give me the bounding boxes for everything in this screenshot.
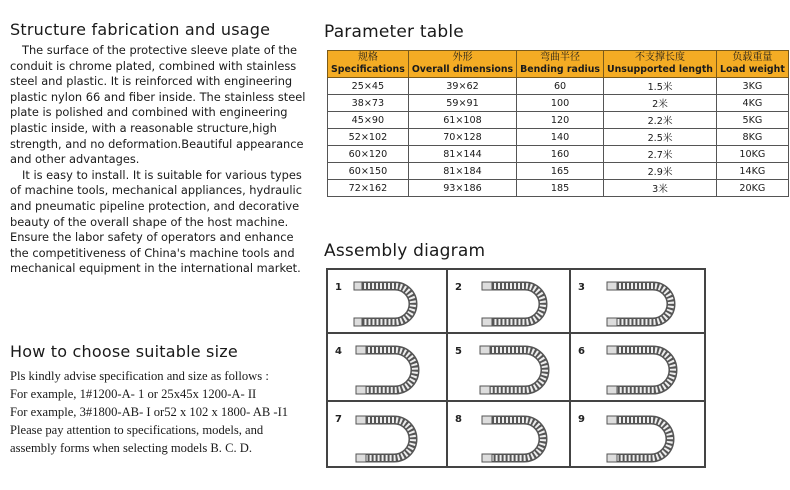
assembly-cell-3 <box>570 269 705 333</box>
table-cell: 100 <box>517 95 604 112</box>
table-cell: 8KG <box>716 129 788 146</box>
drag-chain-u-icon <box>470 406 560 466</box>
table-cell: 70×128 <box>408 129 516 146</box>
table-cell: 60×150 <box>328 163 409 180</box>
table-header-row <box>328 51 789 78</box>
assembly-cell-9 <box>570 401 705 467</box>
drag-chain-u-icon <box>470 338 560 398</box>
assembly-cell-2 <box>447 269 570 333</box>
table-cell: 165 <box>517 163 604 180</box>
structure-text <box>10 43 306 277</box>
assembly-number: 6 <box>578 346 585 357</box>
table-row <box>328 163 789 180</box>
size-line-5: assembly forms when selecting models B. C. D. <box>10 441 253 455</box>
table-cell: 20KG <box>716 180 788 197</box>
table-cell: 81×184 <box>408 163 516 180</box>
assembly-number: 3 <box>578 282 585 293</box>
table-cell: 52×102 <box>328 129 409 146</box>
table-cell: 60 <box>517 78 604 95</box>
header-bending-radius: 弯曲半径 Bending radius <box>517 51 604 78</box>
assembly-cell-7 <box>327 401 447 467</box>
assembly-grid <box>326 268 706 468</box>
drag-chain-u-icon <box>593 274 683 330</box>
size-lines <box>10 367 310 457</box>
table-cell: 3米 <box>604 180 717 197</box>
header-specifications: 规格 Specifications <box>328 51 409 78</box>
table-cell: 2.9米 <box>604 163 717 180</box>
table-cell: 140 <box>517 129 604 146</box>
drag-chain-u-icon <box>350 406 440 466</box>
table-cell: 2.7米 <box>604 146 717 163</box>
table-cell: 60×120 <box>328 146 409 163</box>
table-cell: 2.5米 <box>604 129 717 146</box>
table-cell: 45×90 <box>328 112 409 129</box>
table-cell: 185 <box>517 180 604 197</box>
table-cell: 2米 <box>604 95 717 112</box>
drag-chain-u-icon <box>593 338 683 398</box>
table-cell: 4KG <box>716 95 788 112</box>
table-cell: 72×162 <box>328 180 409 197</box>
assembly-number: 5 <box>455 346 462 357</box>
assembly-title: Assembly diagram <box>324 241 486 261</box>
structure-section <box>10 20 306 277</box>
drag-chain-u-icon <box>470 274 560 330</box>
assembly-number: 8 <box>455 414 462 425</box>
table-cell: 25×45 <box>328 78 409 95</box>
assembly-number: 4 <box>335 346 342 357</box>
table-cell: 160 <box>517 146 604 163</box>
size-line-2: For example, 1#1200-A- 1 or 25x45x 1200-A- II <box>10 387 257 401</box>
table-row <box>328 112 789 129</box>
assembly-cell-8 <box>447 401 570 467</box>
drag-chain-u-icon <box>350 338 440 398</box>
drag-chain-u-icon <box>350 274 440 330</box>
header-overall-dimensions: 外形 Overall dimensions <box>408 51 516 78</box>
assembly-cell-6 <box>570 333 705 401</box>
table-cell: 39×62 <box>408 78 516 95</box>
table-cell: 1.5米 <box>604 78 717 95</box>
drag-chain-u-icon <box>593 406 683 466</box>
table-cell: 59×91 <box>408 95 516 112</box>
assembly-cell-4 <box>327 333 447 401</box>
assembly-number: 1 <box>335 282 342 293</box>
table-cell: 120 <box>517 112 604 129</box>
table-cell: 81×144 <box>408 146 516 163</box>
size-section <box>10 342 310 457</box>
table-cell: 14KG <box>716 163 788 180</box>
table-cell: 61×108 <box>408 112 516 129</box>
table-row <box>328 180 789 197</box>
table-cell: 2.2米 <box>604 112 717 129</box>
table-cell: 5KG <box>716 112 788 129</box>
table-cell: 10KG <box>716 146 788 163</box>
assembly-heading <box>324 241 485 261</box>
header-unsupported-length: 不支撑长度 Unsupported length <box>604 51 717 78</box>
assembly-number: 9 <box>578 414 585 425</box>
header-load-weight: 负载重量 Load weight <box>716 51 788 78</box>
parameter-title: Parameter table <box>324 22 464 42</box>
size-line-1: Pls kindly advise specification and size as follows : <box>10 369 269 383</box>
parameter-table <box>327 50 789 197</box>
table-cell: 38×73 <box>328 95 409 112</box>
size-line-4: Please pay attention to specifications, models, and <box>10 423 264 437</box>
structure-title: Structure fabrication and usage <box>10 20 271 39</box>
size-line-3: For example, 3#1800-AB- I or52 x 102 x 1800- AB -I1 <box>10 405 289 419</box>
parameter-heading <box>324 22 464 42</box>
assembly-number: 7 <box>335 414 342 425</box>
structure-paragraph-1: The surface of the protective sleeve plate of the conduit is chrome plated, combined with stainless steel and plastic. It is reinforced with engineering plastic nylon 66 and fiber inside. The stainless steel plate is polished and combined with engineering plastic inside, with a reasonable structure,high strength, and no deformation.Beautiful appearance and other advantages. <box>10 43 306 167</box>
table-row <box>328 78 789 95</box>
assembly-cell-5 <box>447 333 570 401</box>
assembly-cell-1 <box>327 269 447 333</box>
size-title: How to choose suitable size <box>10 342 238 361</box>
table-cell: 3KG <box>716 78 788 95</box>
table-cell: 93×186 <box>408 180 516 197</box>
table-row <box>328 95 789 112</box>
table-row <box>328 146 789 163</box>
structure-paragraph-2: It is easy to install. It is suitable for various types of machine tools, mechanical appliances, hydraulic and pneumatic pipeline protection, and decorative beauty of the overall shape of the host machine. Ensure the labor safety of operators and enhance the competitiveness of China's machine tools and mechanical equipment in the international market. <box>10 167 302 276</box>
table-row <box>328 129 789 146</box>
assembly-number: 2 <box>455 282 462 293</box>
